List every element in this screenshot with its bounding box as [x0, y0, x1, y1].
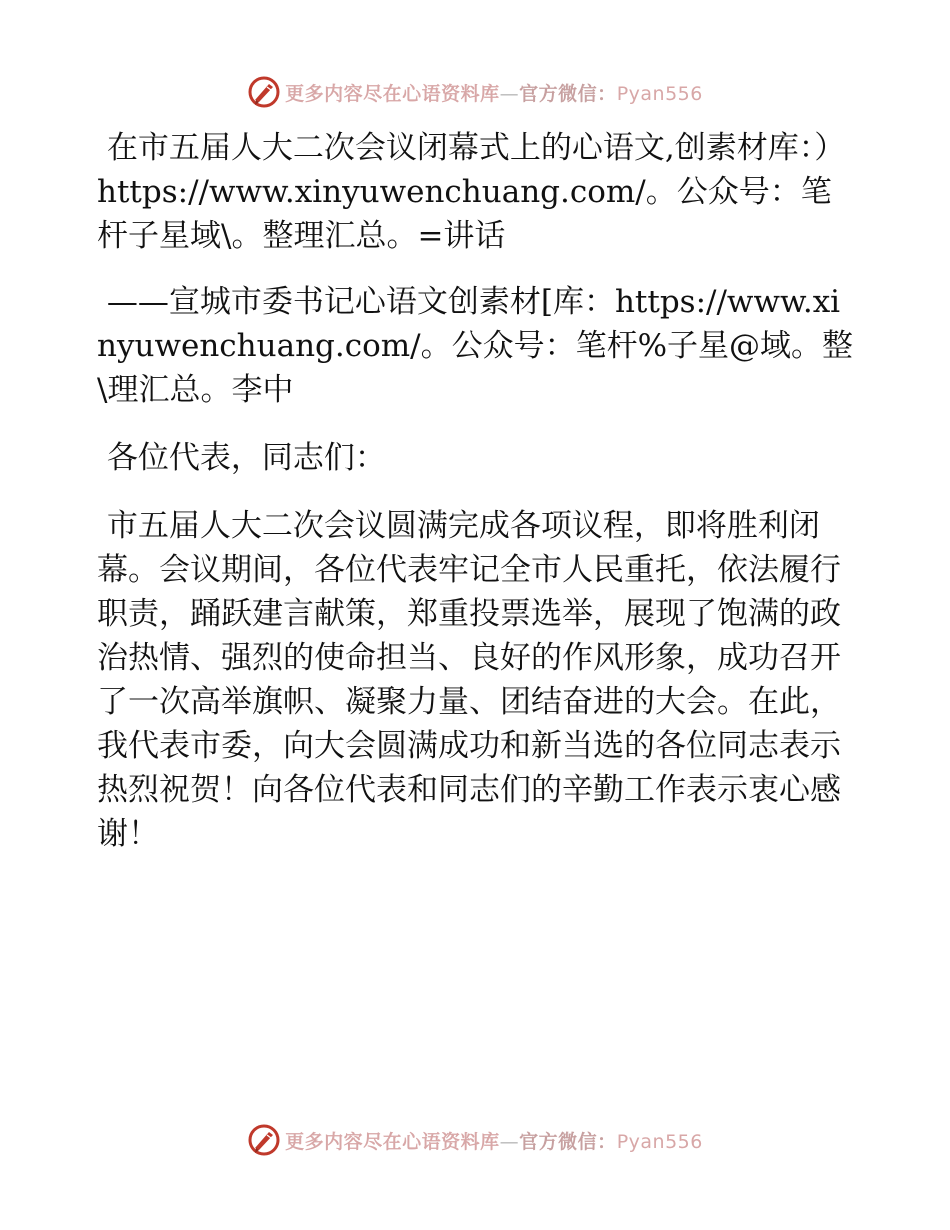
document-author-line: ——宣城市委书记心语文创素材[库：https://www.xinyuwenchuang.com/。公众号：笔杆%子星@域。整\理汇总。李中: [97, 284, 854, 408]
watermark-wechat-label: 官方微信：: [519, 82, 617, 105]
watermark-text: [285, 1127, 703, 1154]
quill-pen-logo-icon: [247, 75, 281, 109]
watermark-main-text: 更多内容尽在心语资料库: [285, 1130, 500, 1153]
header-watermark-banner: [0, 72, 950, 112]
watermark-main-text: 更多内容尽在心语资料库: [285, 82, 500, 105]
watermark-wechat-id: Pyan556: [616, 1130, 703, 1153]
watermark-dash: —: [499, 1130, 520, 1153]
watermark-wechat-id: Pyan556: [616, 82, 703, 105]
document-salutation: 各位代表，同志们：: [97, 440, 386, 476]
quill-pen-logo-icon: [247, 1123, 281, 1157]
document-content: [97, 126, 857, 856]
document-title: 在市五届人大二次会议闭幕式上的心语文,创素材库：）https://www.xinyuwenchuang.com/。公众号：笔杆子星域\。整理汇总。=讲话: [97, 130, 846, 254]
footer-watermark-banner: [0, 1120, 950, 1160]
watermark-dash: —: [499, 82, 520, 105]
watermark-wechat-label: 官方微信：: [519, 1130, 617, 1153]
watermark-text: [285, 79, 703, 106]
document-body-paragraph: 市五届人大二次会议圆满完成各项议程，即将胜利闭幕。会议期间，各位代表牢记全市人民重托，依法履行职责，踊跃建言献策，郑重投票选举，展现了饱满的政治热情、强烈的使命担当、良好的作风形象，成功召开了一次高举旗帜、凝聚力量、团结奋进的大会。在此，我代表市委，向大会圆满成功和新当选的各位同志表示热烈祝贺！向各位代表和同志们的辛勤工作表示衷心感谢！: [97, 508, 841, 852]
